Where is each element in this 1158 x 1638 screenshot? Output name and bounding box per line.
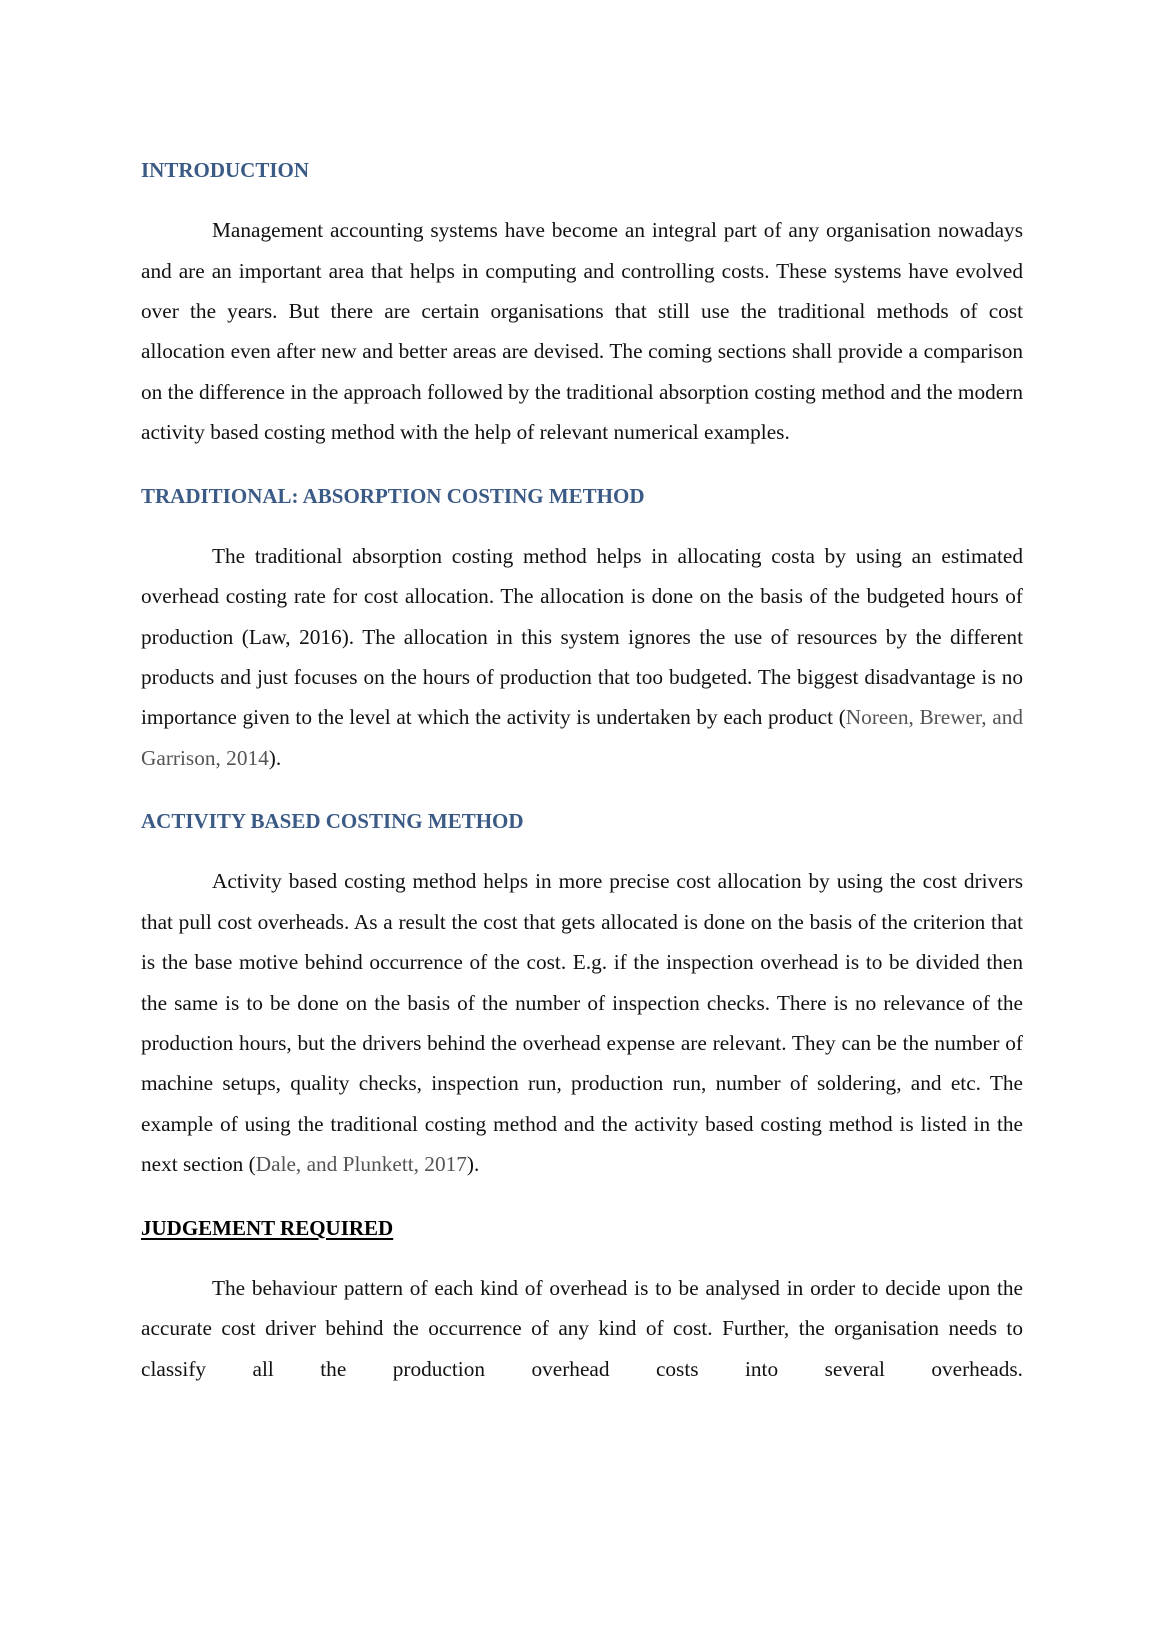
paragraph-text: Activity based costing method helps in more precise cost allocation by using the cost drivers that pull cost overheads. As a result the cost that gets allocated is done on the basis of the criterion that is the base motive behind occurrence of the cost. E.g. if the inspection overhead is to be divided then the same is to be done on the basis of the number of inspection checks. There is no relevance of the production hours, but the drivers behind the overhead expense are relevant. They can be the number of machine setups, quality checks, inspection run, production run, number of soldering, and etc. The example of using the traditional costing method and the activity based costing method is listed in the next section (: [141, 869, 1023, 1177]
paragraph-text: The traditional absorption costing method helps in allocating costa by using an estimated overhead costing rate for cost allocation. The allocation is done on the basis of the budgeted hours of production (Law, 2016). The allocation in this system ignores the use of resources by the different products and just focuses on the hours of production that too budgeted. The biggest disadvantage is no importance given to the level at which the activity is undertaken by each product (: [141, 543, 1023, 730]
paragraph-traditional-absorption-costing: [141, 536, 1023, 778]
document-page: [141, 158, 1023, 1389]
paragraph-end: ).: [466, 1152, 480, 1177]
heading-introduction: INTRODUCTION: [141, 158, 310, 182]
paragraph-end: ).: [268, 745, 282, 770]
paragraph-introduction: Management accounting systems have become an integral part of any organisation nowadays and are an important area that helps in computing and controlling costs. These systems have evolved over the years. But there are certain organisations that still use the traditional methods of cost allocation even after new and better areas are devised. The coming sections shall provide a comparison on the difference in the approach followed by the traditional absorption costing method and the modern activity based costing method with the help of relevant numerical examples.: [141, 218, 1023, 445]
heading-activity-based-costing: ACTIVITY BASED COSTING METHOD: [141, 809, 524, 834]
citation-noreen-brewer-garrison: Noreen, Brewer, and Garrison, 2014: [141, 705, 1023, 770]
heading-traditional-absorption-costing: TRADITIONAL: ABSORPTION COSTING METHOD: [141, 483, 645, 508]
citation-dale-plunkett: Dale, and Plunkett, 2017: [255, 1152, 467, 1177]
paragraph-judgement-required: The behaviour pattern of each kind of overhead is to be analysed in order to decide upon the accurate cost driver behind the occurrence of any kind of cost. Further, the organisation needs to classify all the production overhead costs into several overheads.: [141, 1275, 1023, 1381]
heading-judgement-required: JUDGEMENT REQUIRED: [141, 1215, 394, 1240]
paragraph-activity-based-costing: [141, 861, 1023, 1184]
